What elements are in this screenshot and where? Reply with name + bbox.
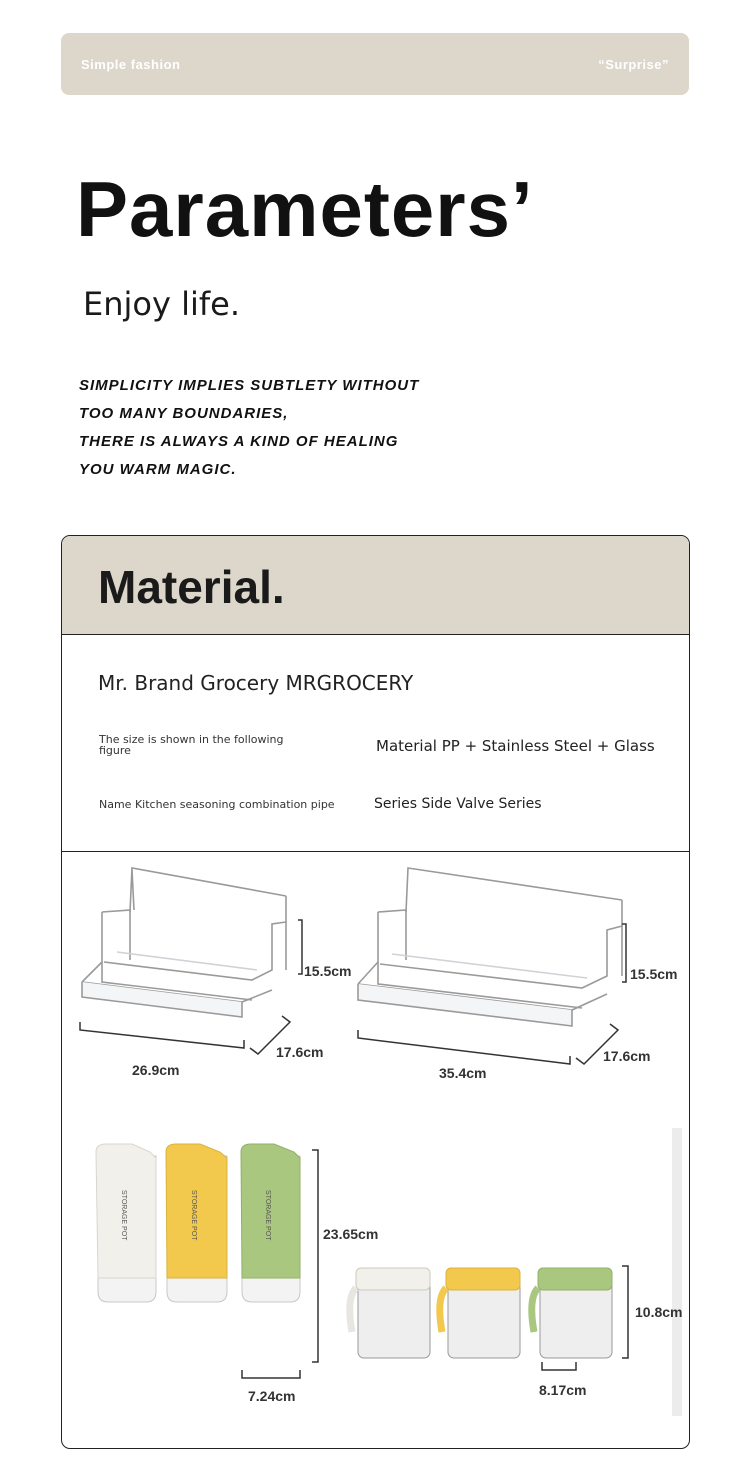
bottle-label: STORAGE POT xyxy=(190,1190,197,1241)
small-rack-depth: 17.6cm xyxy=(276,1044,324,1060)
banner-right-text: “Surprise” xyxy=(598,57,669,72)
brand-text: Mr. Brand Grocery MRGROCERY xyxy=(98,671,414,695)
material-heading: Material. xyxy=(98,561,285,613)
scroll-strip xyxy=(672,1128,682,1416)
material-info xyxy=(62,635,689,852)
small-rack-height: 15.5cm xyxy=(304,963,352,979)
material-text: Material PP + Stainless Steel + Glass xyxy=(376,737,655,755)
material-card-header xyxy=(62,536,689,635)
seasoning-jars-image xyxy=(350,1268,612,1358)
jar-green xyxy=(532,1268,612,1358)
quote-block xyxy=(79,372,419,484)
quote-line: THERE IS ALWAYS A KIND OF HEALING xyxy=(79,433,399,450)
banner-left-text: Simple fashion xyxy=(81,57,181,72)
quote-line: TOO MANY BOUNDARIES, xyxy=(79,405,289,422)
page-subtitle: Enjoy life. xyxy=(83,285,240,323)
bottle-label: STORAGE POT xyxy=(264,1190,271,1241)
quote-line: YOU WARM MAGIC. xyxy=(79,461,237,478)
small-rack-image xyxy=(82,868,286,1017)
product-name: Name Kitchen seasoning combination pipe xyxy=(99,798,335,811)
bottle-diameter: 7.24cm xyxy=(248,1388,296,1404)
page-title: Parameters’ xyxy=(76,165,534,253)
small-rack-width: 26.9cm xyxy=(132,1062,180,1078)
material-card xyxy=(61,535,690,1449)
large-rack-width: 35.4cm xyxy=(439,1065,487,1081)
jar-yellow xyxy=(440,1268,520,1358)
size-note: The size is shown in the following figure xyxy=(99,733,284,757)
product-dimensions-illustration xyxy=(62,852,689,1448)
quote-line: SIMPLICITY IMPLIES SUBTLETY WITHOUT xyxy=(79,377,420,394)
large-rack-depth: 17.6cm xyxy=(603,1048,651,1064)
large-rack-image xyxy=(358,868,622,1026)
bottle-height: 23.65cm xyxy=(323,1226,379,1242)
bottle-label: STORAGE POT xyxy=(120,1190,127,1241)
large-rack-height: 15.5cm xyxy=(630,966,678,982)
series-text: Series Side Valve Series xyxy=(374,796,542,812)
jar-width: 8.17cm xyxy=(539,1382,587,1398)
top-banner xyxy=(61,33,689,95)
jar-white xyxy=(350,1268,430,1358)
dimension-drawings xyxy=(62,852,689,1448)
jar-height: 10.8cm xyxy=(635,1304,683,1320)
